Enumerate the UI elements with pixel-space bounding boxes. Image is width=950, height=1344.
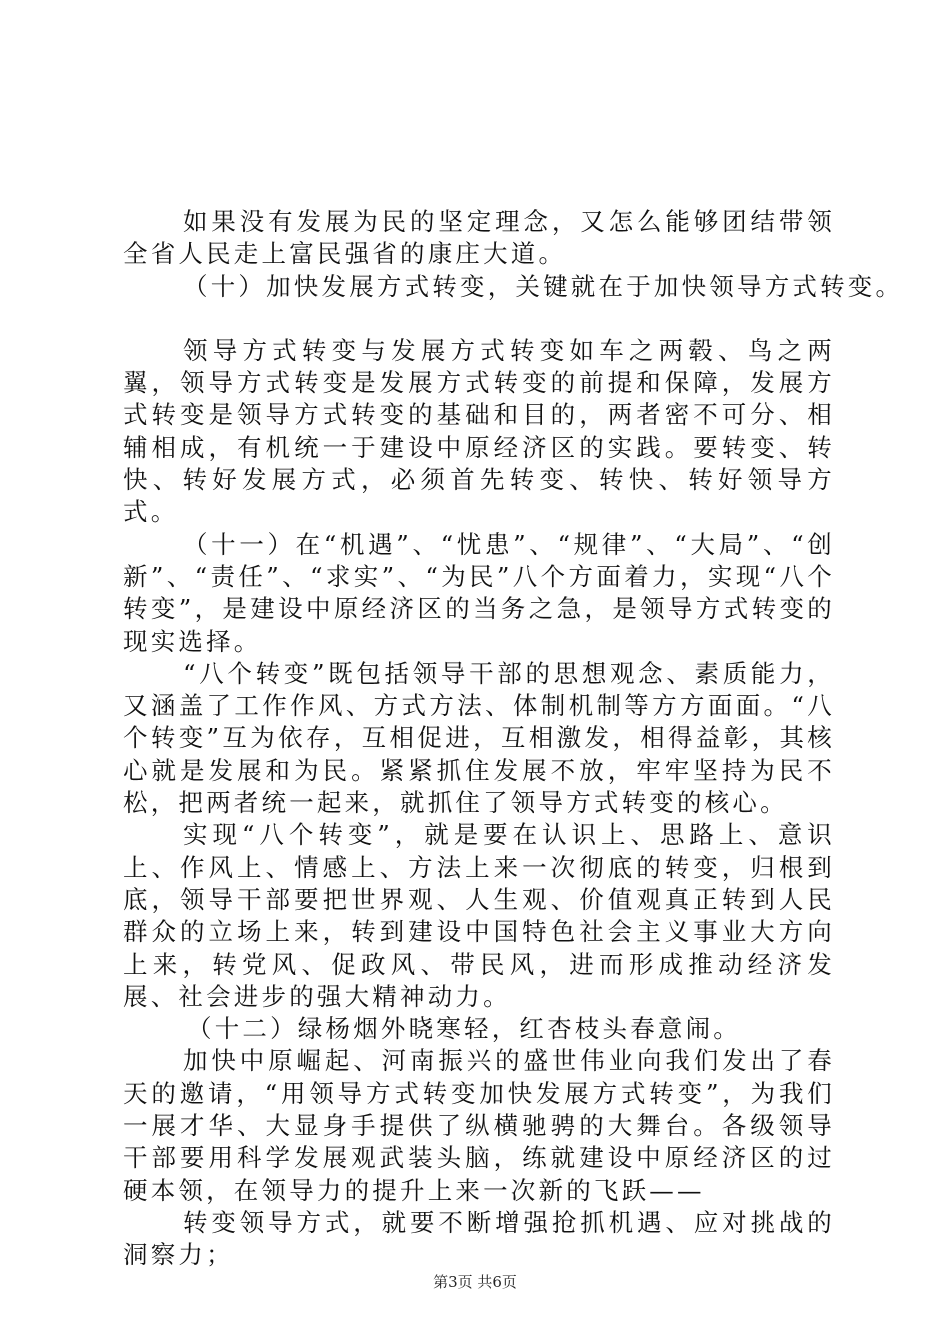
paragraph: 实现“八个转变”，就是要在认识上、思路上、意识上、作风上、情感上、方法上来一次彻底的转变，归根到底，领导干部要把世界观、人生观、价值观真正转到人民群众的立场上来，转到建设中国特色社会主义事业大方向上来，转党风、促政风、带民风，进而形成推动经济发展、社会进步的强大精神动力。: [123, 820, 835, 1011]
section-heading-paragraph: （十一）在“机遇”、“忧患”、“规律”、“大局”、“创新”、“责任”、“求实”、“为民”八个方面着力，实现“八个转变”，是建设中原经济区的当务之急，是领导方式转变的现实选择。: [123, 529, 835, 656]
page-footer: 第3页 共6页: [433, 1273, 517, 1291]
blank-line: [123, 303, 835, 335]
paragraph: 转变领导方式，就要不断增强抢抓机遇、应对挑战的洞察力；: [123, 1207, 835, 1270]
section-heading: （十二）绿杨烟外晓寒轻，红杏枝头春意闹。: [187, 1014, 741, 1044]
paragraph: “八个转变”既包括领导干部的思想观念、素质能力，又涵盖了工作作风、方式方法、体制机制等方方面面。“八个转变”互为依存，互相促进，互相激发，相得益彰，其核心就是发展和为民。紧紧抓住发展不放，牢牢坚持为民不松，把两者统一起来，就抓住了领导方式转变的核心。: [123, 658, 835, 818]
document-body: [123, 206, 904, 1272]
paragraph: 领导方式转变与发展方式转变如车之两毂、鸟之两翼，领导方式转变是发展方式转变的前提和保障，发展方式转变是领导方式转变的基础和目的，两者密不可分、相辅相成，有机统一于建设中原经济区的实践。要转变、转快、转好发展方式，必须首先转变、转快、转好领导方式。: [123, 335, 835, 527]
paragraph: 如果没有发展为民的坚定理念，又怎么能够团结带领全省人民走上富民强省的康庄大道。: [123, 207, 835, 269]
section-heading: （十）加快发展方式转变，关键就在于加快领导方式转变。: [183, 271, 904, 301]
paragraph: 加快中原崛起、河南振兴的盛世伟业向我们发出了春天的邀请，“用领导方式转变加快发展方式转变”，为我们一展才华、大显身手提供了纵横驰骋的大舞台。各级领导干部要用科学发展观武装头脑，练就建设中原经济区的过硬本领，在领导力的提升上来一次新的飞跃——: [123, 1046, 835, 1205]
